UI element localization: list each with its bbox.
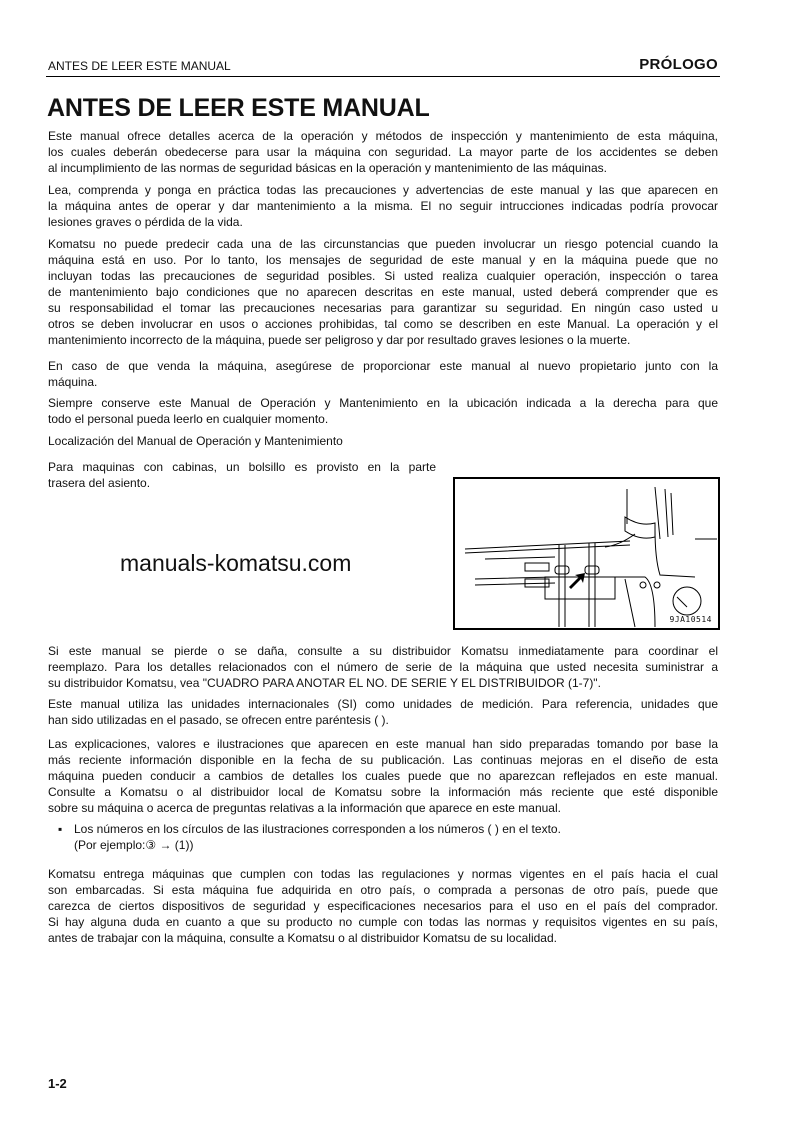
paragraph-regulations bbox=[48, 866, 718, 946]
paragraph-sale bbox=[48, 358, 718, 390]
text-line: son embarcadas. Si esta máquina fue adquirida en otro país, o comprada a personas de otro país, puede que bbox=[48, 883, 718, 897]
page-number: 1-2 bbox=[48, 1076, 67, 1091]
text-line: máquina está en uso. Por lo tanto, los mensajes de seguridad de este manual y en la máquina puede que no bbox=[48, 253, 718, 267]
text-line: al incumplimiento de las normas de seguridad básicas en la operación y mantenimiento de las máquinas. bbox=[48, 161, 607, 175]
text-line: En caso de que venda la máquina, asegúrese de proporcionar este manual al nuevo propietario junto con la bbox=[48, 359, 718, 373]
paragraph-intro bbox=[48, 128, 718, 176]
text-line: mantenimiento incorrecto de la máquina, puede ser peligroso y dar por resultado graves lesiones o la muerte. bbox=[48, 333, 631, 347]
text-line: de mantenimiento bajo condiciones que no aparecen descritas en este manual, usted deberá comprender que es bbox=[48, 285, 718, 299]
text-line: Si este manual se pierde o se daña, consulte a su distribuidor Komatsu inmediatamente para coordinar el bbox=[48, 644, 718, 658]
text-line: antes de trabajar con la máquina, consulte a Komatsu o al distribuidor Komatsu de su localidad. bbox=[48, 931, 557, 945]
paragraph-lost-manual bbox=[48, 643, 718, 691]
page-title: ANTES DE LEER ESTE MANUAL bbox=[47, 94, 430, 122]
bullet-line-1: Los números en los círculos de las ilustraciones corresponden a los números ( ) en el texto. bbox=[74, 822, 561, 836]
text-line: Komatsu no puede predecir cada una de las circunstancias que pueden involucrar un riesgo potencial cuando la bbox=[48, 237, 718, 251]
text-line: los cuales deberán obedecerse para usar la máquina con seguridad. La mayor parte de los accidentes se deben bbox=[48, 145, 718, 159]
text-line: máquina pueden conducir a cambios de detalles los cuales puede que no aparezcan reflejados en este manual. bbox=[48, 769, 718, 783]
header-rule bbox=[46, 76, 720, 77]
text-line: máquina. bbox=[48, 375, 98, 389]
paragraph-read-precautions bbox=[48, 182, 718, 230]
running-header-left: ANTES DE LEER ESTE MANUAL bbox=[48, 59, 231, 73]
bullet-line-2: (Por ejemplo:③ → (1)) bbox=[74, 838, 194, 852]
text-line: su distribuidor Komatsu, vea "CUADRO PARA ANOTAR EL NO. DE SERIE Y EL DISTRIBUIDOR (1-7)". bbox=[48, 676, 601, 690]
bullet-icon: ▪ bbox=[58, 822, 63, 836]
text-line: Lea, comprenda y ponga en práctica todas las precauciones y advertencias de este manual y las que aparecen en bbox=[48, 183, 718, 197]
watermark: manuals-komatsu.com bbox=[120, 550, 352, 576]
text-line: reemplazo. Para los detalles relacionados con el número de serie de la máquina que usted necesita suministrar a bbox=[48, 660, 718, 674]
running-header-section: PRÓLOGO bbox=[639, 56, 718, 73]
seat-pocket-drawing-icon bbox=[455, 479, 718, 628]
text-line: Consulte a Komatsu o al distribuidor local de Komatsu sobre la información más reciente que esté disponible bbox=[48, 785, 718, 799]
text-line: Las explicaciones, valores e ilustraciones que aparecen en este manual han sido preparadas tomando por base la bbox=[48, 737, 718, 751]
text-line: más reciente información disponible en la fecha de su publicación. Las continuas mejoras en el diseño de esta bbox=[48, 753, 718, 767]
paragraph-si-units bbox=[48, 696, 718, 728]
text-line: incluyan todas las precauciones de seguridad posibles. Si usted realiza cualquier operación, inspección o tarea bbox=[48, 269, 718, 283]
text-line: su responsabilidad el tomar las precauciones necesarias para garantizar su seguridad. En ningún caso usted u bbox=[48, 301, 718, 315]
text-line: Para maquinas con cabinas, un bolsillo es provisto en la parte bbox=[48, 460, 436, 474]
manual-location-illustration bbox=[453, 477, 720, 630]
text-line: lesiones graves o pérdida de la vida. bbox=[48, 215, 243, 229]
text-line: Komatsu entrega máquinas que cumplen con todas las regulaciones y normas vigentes en el país hacia el cual bbox=[48, 867, 718, 881]
paragraph-keep-manual bbox=[48, 395, 718, 427]
text-line: Localización del Manual de Operación y Mantenimiento bbox=[48, 434, 343, 448]
text-line: Este manual utiliza las unidades internacionales (SI) como unidades de medición. Para referencia, unidades que bbox=[48, 697, 718, 711]
text-line: todo el personal pueda leerlo en cualquier momento. bbox=[48, 412, 329, 426]
text-line: trasera del asiento. bbox=[48, 476, 151, 490]
text-line: la máquina antes de operar y dar mantenimiento a la misma. El no seguir intrucciones indicadas podría provocar bbox=[48, 199, 718, 213]
paragraph-explanations bbox=[48, 736, 718, 816]
text-line: Este manual ofrece detalles acerca de la operación y métodos de inspección y mantenimiento de esta máquina, bbox=[48, 129, 718, 143]
text-line: Siempre conserve este Manual de Operación y Mantenimiento en la ubicación indicada a la derecha para que bbox=[48, 396, 718, 410]
figure-code: 9JA10514 bbox=[669, 615, 712, 624]
text-line: han sido utilizadas en el pasado, se ofrecen entre paréntesis ( ). bbox=[48, 713, 389, 727]
paragraph-cab-pocket bbox=[48, 459, 436, 491]
paragraph-location-heading bbox=[48, 433, 718, 449]
text-line: sobre su máquina o acerca de preguntas relativas a la información que aparece en este manual. bbox=[48, 801, 561, 815]
paragraph-risk bbox=[48, 236, 718, 348]
text-line: carezca de ciertos dispositivos de seguridad y especificaciones necesarios para el uso en el país del comprador. bbox=[48, 899, 718, 913]
text-line: Si hay alguna duda en cuanto a que su producto no cumple con todas las normas y requisitos vigentes en su país, bbox=[48, 915, 718, 929]
text-line: otros se deben involucrar en usos o acciones prohibidas, tal como se describen en este Manual. La operación y el bbox=[48, 317, 718, 331]
